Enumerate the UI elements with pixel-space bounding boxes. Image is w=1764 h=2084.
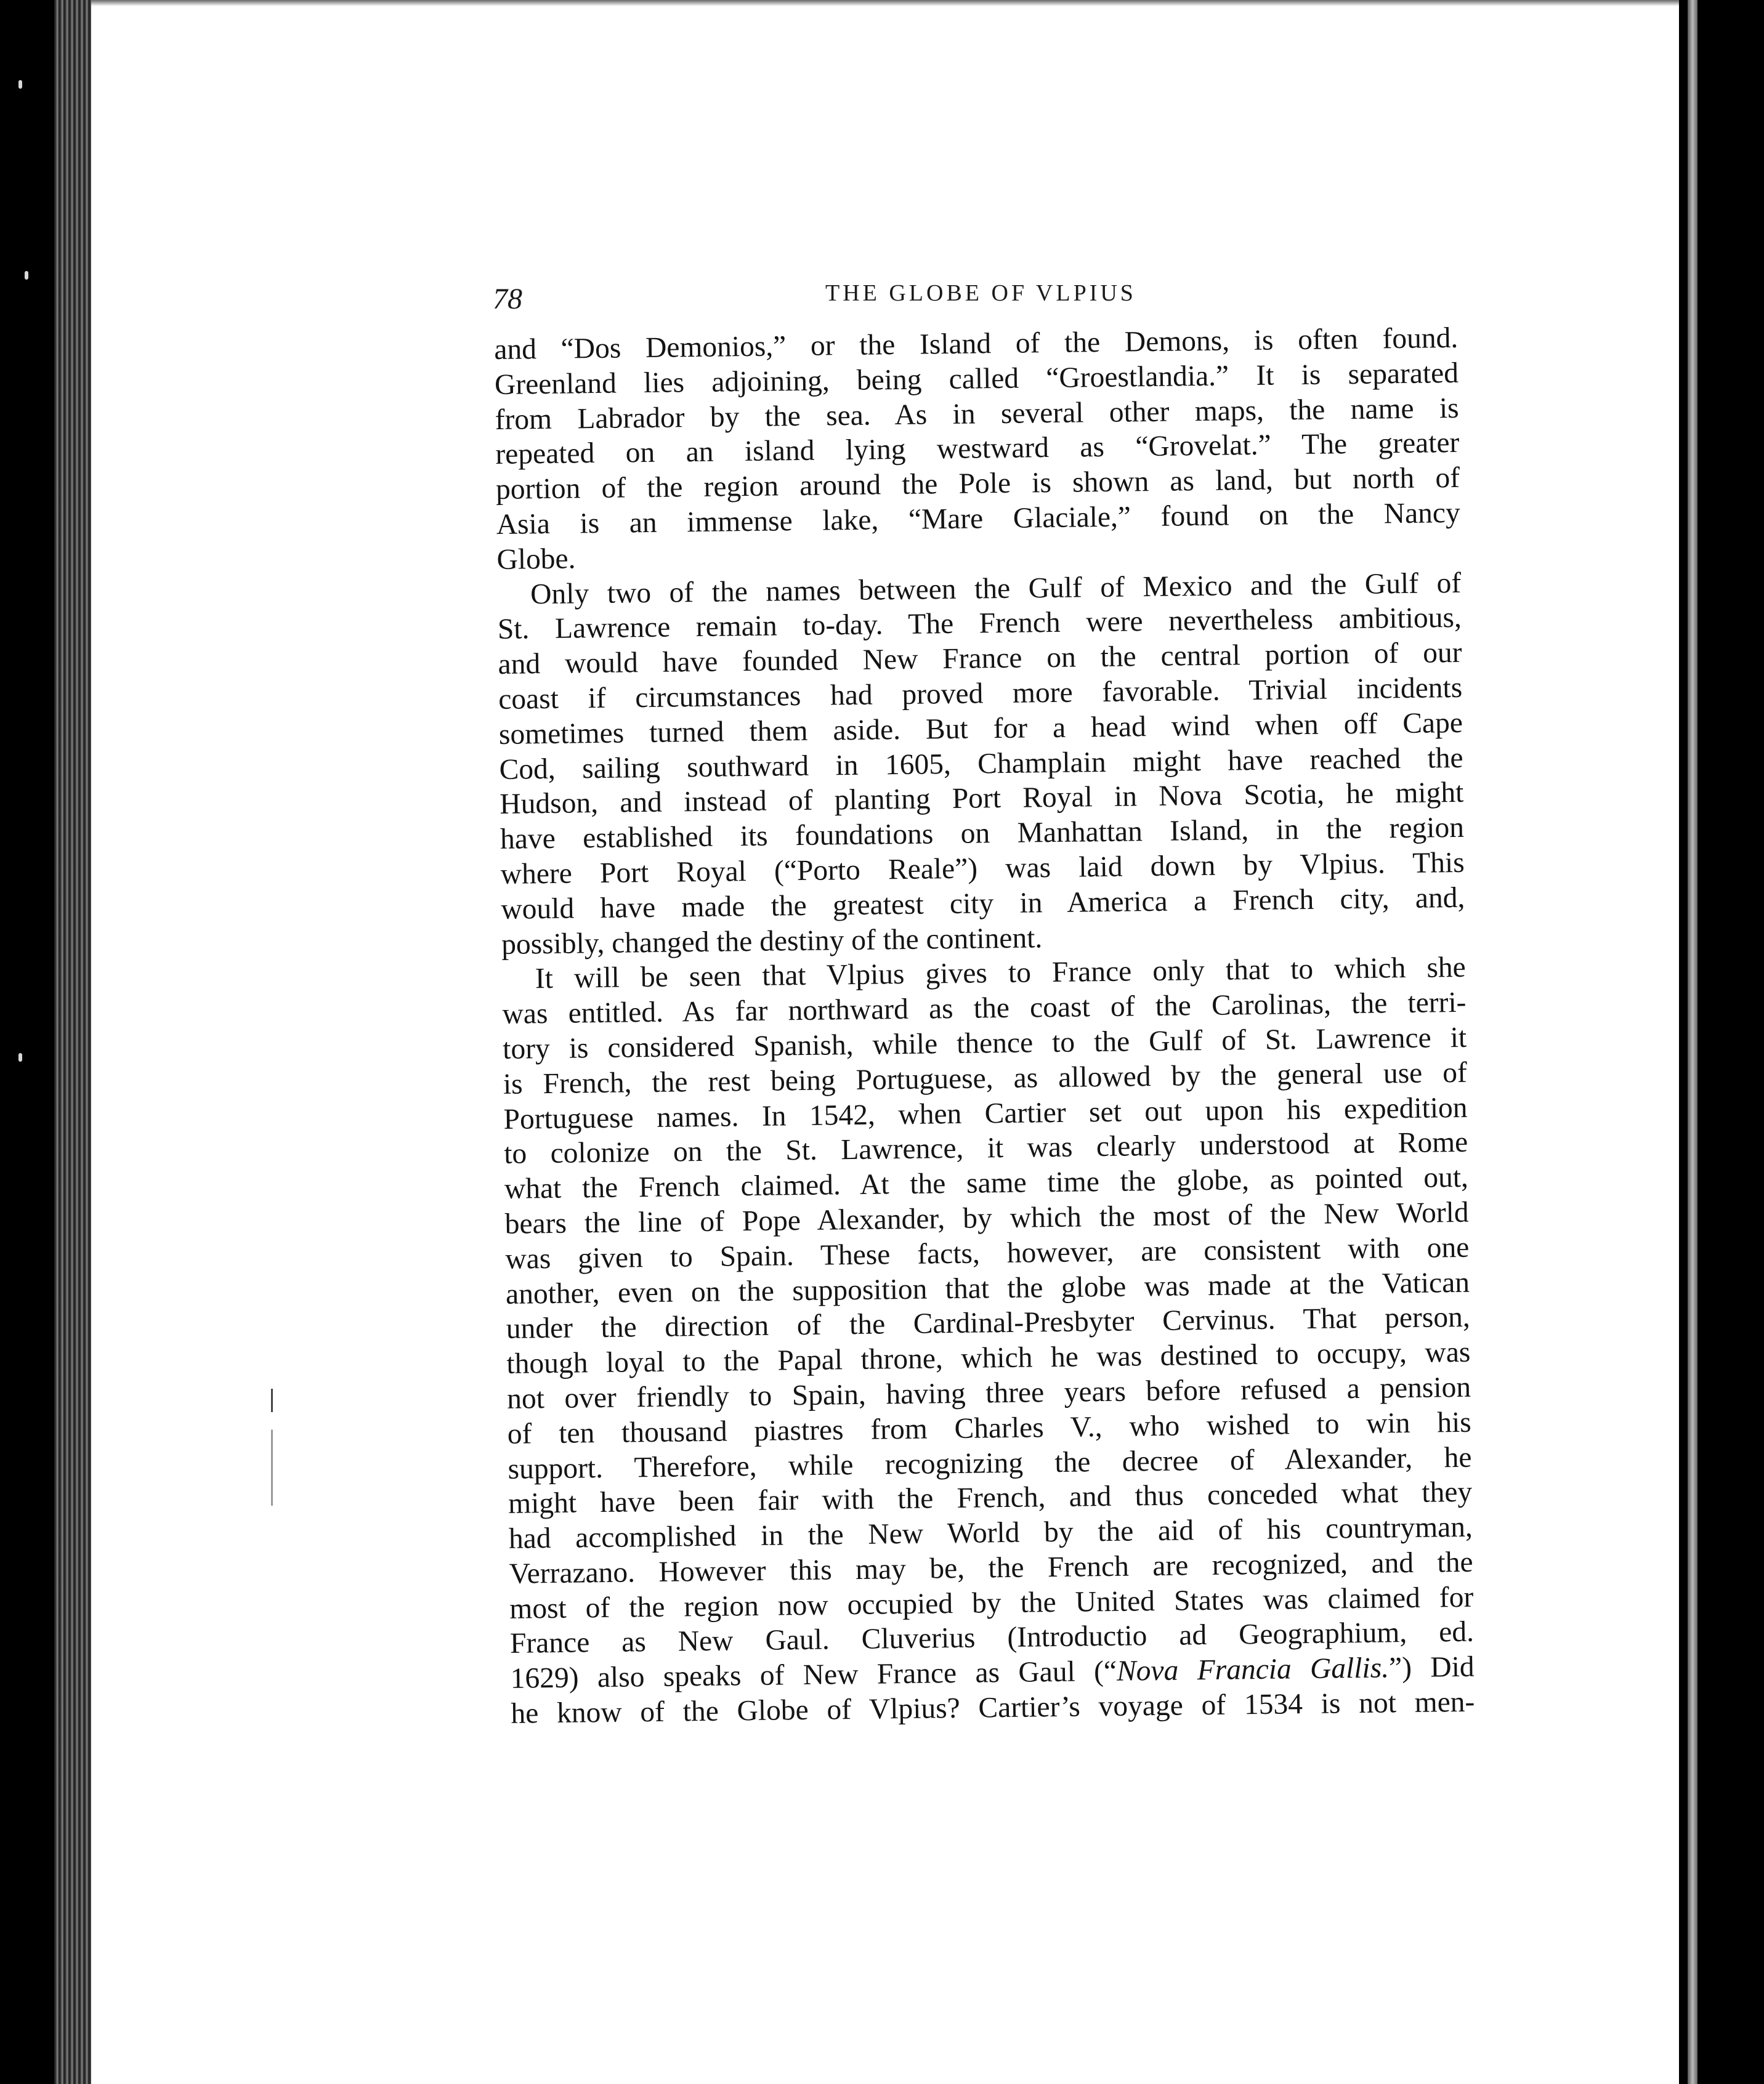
text-line: and “Dos Demonios,” or the Island of the Demons, is often found.: [494, 321, 1459, 366]
text-line: where Port Royal (“Porto Reale”) was laid down by Vlpius. This: [500, 846, 1465, 891]
text-line: Verrazano. However this may be, the French are recognized, and the: [509, 1546, 1473, 1590]
text-line: bears the line of Pope Alexander, by which the most of the New World: [504, 1196, 1469, 1240]
text-line: Globe.: [496, 543, 576, 576]
text-line: Hudson, and instead of planting Port Royal in Nova Scotia, he might: [500, 777, 1464, 821]
italic-title: Nova Francia Gallis.: [1116, 1652, 1390, 1688]
text-line: possibly, changed the destiny of the continent.: [501, 921, 1043, 961]
text-line: would have made the greatest city in America a French city, and,: [501, 881, 1465, 926]
text-line: and would have founded New France on the central portion of our: [498, 637, 1462, 681]
text-line: It will be seen that Vlpius gives to France only that to which she: [535, 951, 1467, 995]
text-line: coast if circumstances had proved more favorable. Trivial incidents: [498, 671, 1463, 716]
text-fragment: ”) Did: [1388, 1651, 1475, 1684]
text-line: Greenland lies adjoining, being called “Groestlandia.” It is separated: [494, 357, 1459, 401]
page-header: [493, 271, 1460, 320]
text-line: Asia is an immense lake, “Mare Glaciale,” found on the Nancy: [496, 496, 1461, 541]
text-line: is French, the rest being Portuguese, as allowed by the general use of: [503, 1056, 1468, 1101]
text-line: had accomplished in the New World by the aid of his countryman,: [508, 1511, 1473, 1555]
running-title: THE GLOBE OF VLPIUS: [825, 280, 1136, 306]
text-line: to colonize on the St. Lawrence, it was clearly understood at Rome: [503, 1126, 1468, 1171]
page-top-shadow: [91, 0, 1679, 6]
page-number: 78: [493, 283, 522, 315]
text-line: another, even on the supposition that the globe was made at the Vatican: [505, 1266, 1470, 1311]
text-line: was given to Spain. These facts, however, are consistent with one: [505, 1231, 1470, 1275]
text-line: most of the region now occupied by the United States was claimed for: [509, 1581, 1474, 1625]
text-line: support. Therefore, while recognizing the decree of Alexander, he: [508, 1441, 1472, 1485]
facing-page-edge: [1688, 0, 1697, 2084]
text-line: under the direction of the Cardinal-Presbyter Cervinus. That person,: [506, 1301, 1470, 1346]
text-line: St. Lawrence remain to-day. The French were nevertheless ambitious,: [497, 602, 1462, 646]
text-line: repeated on an island lying westward as “Grovelat.” The greater: [495, 427, 1460, 471]
body-text: [494, 321, 1475, 1732]
text-line: might have been fair with the French, and thus conceded what they: [508, 1476, 1473, 1521]
text-line: sometimes turned them aside. But for a head wind when off Cape: [498, 706, 1463, 751]
text-line: Cod, sailing southward in 1605, Champlain might have reached the: [499, 741, 1463, 786]
text-line: though loyal to the Papal throne, which he was destined to occupy, was: [506, 1336, 1471, 1380]
scanner-left-border: [0, 0, 54, 2084]
text-fragment: 1629) also speaks of New France as Gaul (“: [510, 1655, 1117, 1695]
text-line: have established its foundations on Manhattan Island, in the region: [500, 811, 1465, 856]
text-line: portion of the region around the Pole is shown as land, but north of: [495, 462, 1460, 506]
text-line: from Labrador by the sea. As in several other maps, the name is: [495, 392, 1459, 436]
scanner-right-border: [1679, 0, 1764, 2084]
text-line: Only two of the names between the Gulf of Mexico and the Gulf of: [530, 567, 1462, 610]
text-line: he know of the Globe of Vlpius? Cartier’s voyage of 1534 is not men-: [511, 1686, 1475, 1730]
text-line: of ten thousand piastres from Charles V., who wished to win his: [507, 1406, 1472, 1450]
text-line: what the French claimed. At the same time the globe, as pointed out,: [504, 1161, 1469, 1206]
text-line: was entitled. As far northward as the coast of the Carolinas, the terri-: [502, 986, 1467, 1031]
dust-speck: [25, 271, 28, 280]
text-line: Portuguese names. In 1542, when Cartier set out upon his expedition: [503, 1091, 1468, 1136]
margin-pencil-mark: [271, 1389, 273, 1506]
dust-speck: [18, 1053, 22, 1062]
dust-speck: [18, 80, 22, 89]
page-stack-edge: [54, 0, 91, 2084]
text-line: France as New Gaul. Cluverius (Introductio ad Geographium, ed.: [509, 1616, 1475, 1660]
text-line: tory is considered Spanish, while thence to the Gulf of St. Lawrence it: [502, 1021, 1467, 1065]
text-line: not over friendly to Spain, having three years before refused a pension: [506, 1371, 1471, 1415]
